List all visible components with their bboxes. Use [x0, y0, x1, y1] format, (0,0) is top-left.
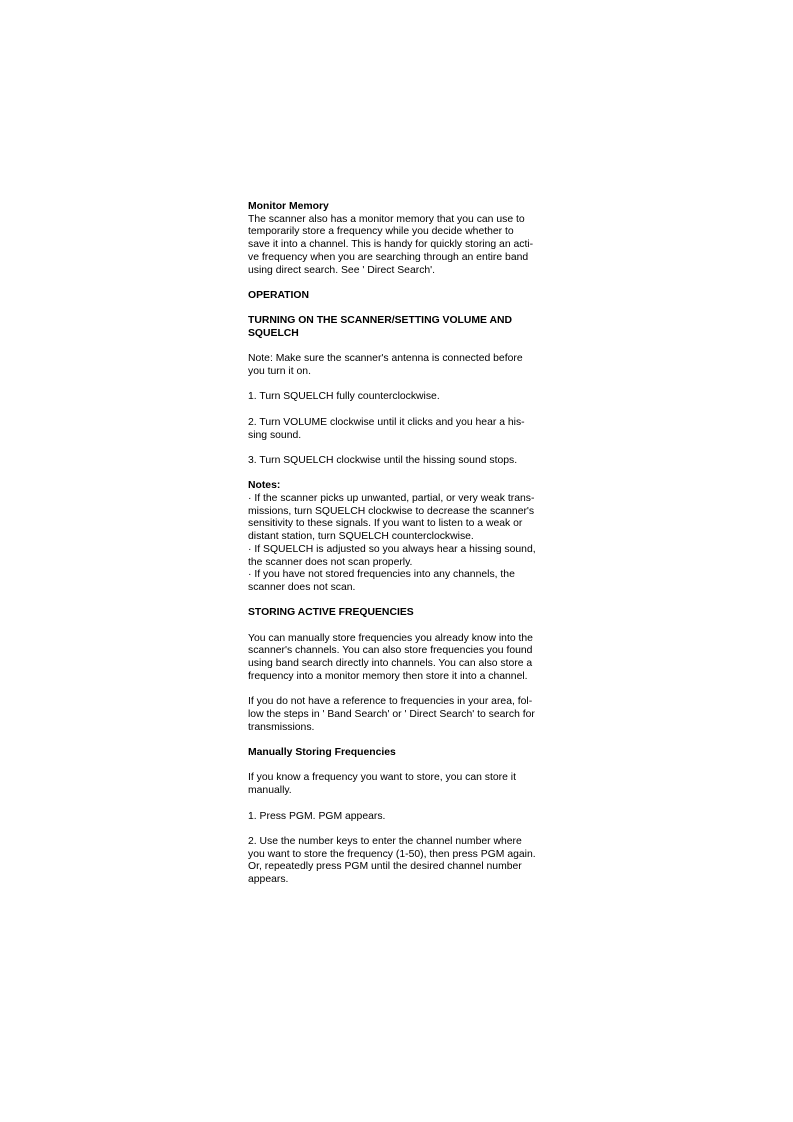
- heading: [248, 290, 550, 303]
- text-line: missions, turn SQUELCH clockwise to decrease the scanner's: [248, 505, 535, 517]
- paragraph-gap: [248, 442, 550, 455]
- heading: [248, 315, 550, 340]
- text-line: 1. Turn SQUELCH fully counterclockwise.: [248, 391, 440, 403]
- heading-line: STORING ACTIVE FREQUENCIES: [248, 607, 414, 619]
- paragraph-gap: [248, 760, 550, 773]
- text-line: · If the scanner picks up unwanted, partial, or very weak trans-: [248, 493, 535, 505]
- text-line: · If SQUELCH is adjusted so you always hear a hissing sound,: [248, 543, 536, 555]
- paragraph: [248, 455, 550, 468]
- paragraph: [248, 633, 550, 684]
- paragraph-gap: [248, 620, 550, 633]
- text-line: scanner's channels. You can also store frequencies you found: [248, 645, 533, 657]
- text-line: You can manually store frequencies you already know into the: [248, 632, 533, 644]
- text-line: 1. Press PGM. PGM appears.: [248, 810, 386, 822]
- text-line: frequency into a monitor memory then store it into a channel.: [248, 670, 528, 682]
- paragraph: [248, 353, 550, 378]
- heading-line: TURNING ON THE SCANNER/SETTING VOLUME AND: [248, 315, 513, 327]
- text-line: transmissions.: [248, 721, 315, 733]
- paragraph: [248, 772, 550, 797]
- text-line: 2. Turn VOLUME clockwise until it clicks and you hear a his-: [248, 416, 525, 428]
- paragraph-gap: [248, 684, 550, 697]
- text-line: using band search directly into channels. You can also store a: [248, 658, 533, 670]
- paragraph: [248, 493, 550, 595]
- text-line: you want to store the frequency (1-50), then press PGM again.: [248, 848, 536, 860]
- heading-line: SQUELCH: [248, 328, 299, 339]
- text-line: you turn it on.: [248, 366, 311, 378]
- paragraph: [248, 836, 550, 887]
- text-line: The scanner also has a monitor memory that you can use to: [248, 213, 525, 225]
- text-line: distant station, turn SQUELCH counterclockwise.: [248, 531, 474, 543]
- text-line: If you do not have a reference to frequencies in your area, fol-: [248, 696, 533, 708]
- text-line: 2. Use the number keys to enter the channel number where: [248, 835, 522, 847]
- text-line: low the steps in ' Band Search' or ' Direct Search' to search for: [248, 708, 535, 720]
- paragraph-gap: [248, 277, 550, 290]
- text-line: Note: Make sure the scanner's antenna is connected before: [248, 353, 523, 365]
- text-line: appears.: [248, 874, 289, 886]
- heading: [248, 747, 550, 760]
- paragraph-gap: [248, 404, 550, 417]
- paragraph-gap: [248, 823, 550, 836]
- text-line: sensitivity to these signals. If you want to listen to a weak or: [248, 518, 523, 530]
- heading-line: Notes:: [248, 480, 281, 492]
- text-line: temporarily store a frequency while you decide whether to: [248, 226, 514, 238]
- paragraph: [248, 811, 550, 824]
- paragraph-gap: [248, 734, 550, 747]
- heading-line: Monitor Memory: [248, 201, 329, 212]
- heading: [248, 607, 550, 620]
- text-line: ve frequency when you are searching through an entire band: [248, 251, 529, 263]
- heading-line: Manually Storing Frequencies: [248, 747, 396, 759]
- text-line: manually.: [248, 785, 292, 797]
- document-page: [248, 201, 550, 887]
- paragraph: [248, 214, 550, 278]
- heading-line: OPERATION: [248, 289, 309, 301]
- paragraph-gap: [248, 595, 550, 608]
- paragraph: [248, 696, 550, 734]
- text-line: scanner does not scan.: [248, 581, 356, 593]
- paragraph: [248, 391, 550, 404]
- text-line: save it into a channel. This is handy for quickly storing an acti-: [248, 239, 534, 251]
- paragraph-gap: [248, 341, 550, 354]
- paragraph: [248, 417, 550, 442]
- paragraph-gap: [248, 303, 550, 316]
- text-line: If you know a frequency you want to store, you can store it: [248, 772, 516, 784]
- text-line: sing sound.: [248, 429, 302, 441]
- text-line: 3. Turn SQUELCH clockwise until the hissing sound stops.: [248, 454, 518, 466]
- heading: [248, 480, 550, 493]
- text-line: the scanner does not scan properly.: [248, 556, 413, 568]
- paragraph-gap: [248, 798, 550, 811]
- text-line: · If you have not stored frequencies into any channels, the: [248, 569, 515, 581]
- paragraph-gap: [248, 468, 550, 481]
- text-line: Or, repeatedly press PGM until the desired channel number: [248, 861, 522, 873]
- heading: [248, 201, 550, 214]
- text-line: using direct search. See ' Direct Search'.: [248, 264, 436, 276]
- paragraph-gap: [248, 379, 550, 392]
